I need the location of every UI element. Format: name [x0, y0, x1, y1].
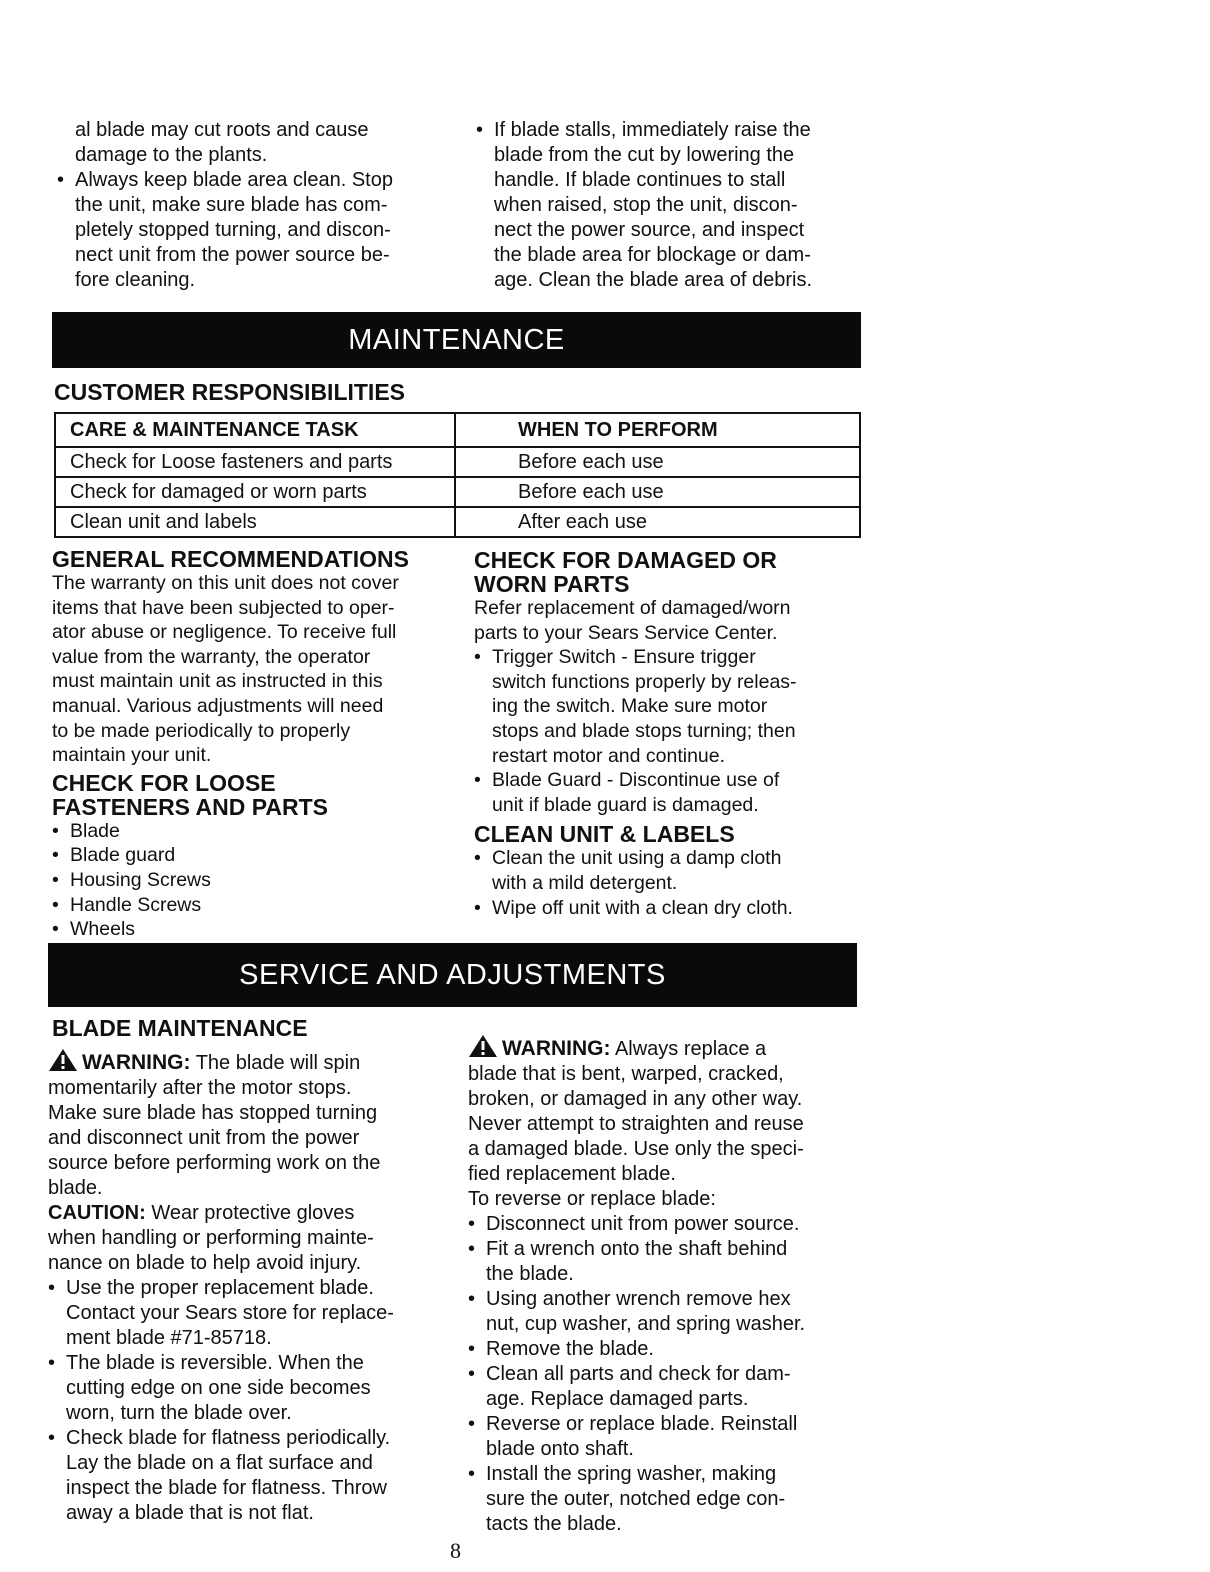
list-item: • Disconnect unit from power source.: [468, 1212, 878, 1237]
page-number: 8: [450, 1538, 461, 1563]
text-line: al blade may cut roots and cause: [75, 119, 369, 141]
maintenance-banner: MAINTENANCE: [52, 312, 861, 368]
warning-label: WARNING:: [502, 1037, 611, 1060]
table-cell: Before each use: [455, 447, 860, 477]
warning-text: The blade will spin: [195, 1052, 361, 1074]
list-item: • Check blade for flatness periodically. Lay the blade on a flat surface and inspect the blade for flatness. Throw away a blade that is not flat.: [48, 1426, 463, 1526]
damaged-parts-heading: WORN PARTS: [474, 571, 630, 597]
top-left-column: [75, 118, 455, 293]
list-item: • Trigger Switch - Ensure trigger switch functions properly by releas- ing the switch. Make sure motor stops and blade stops turning; then restart motor and continue.: [474, 645, 874, 768]
list-item: • Remove the blade.: [468, 1337, 878, 1362]
damaged-parts-text: Refer replacement of damaged/worn parts to your Sears Service Center. • Trigger Switch - Ensure trigger switch functions properly by releas- ing the switch. Make sure motor stops and blade stops turning; then restart motor and continue. • Blade Guard - Discontinue use of unit if blade guard is damaged.: [474, 596, 874, 817]
list-item: • Handle Screws: [52, 893, 462, 918]
table-cell: Check for Loose fasteners and parts: [55, 447, 455, 477]
list-item: • Use the proper replacement blade. Contact your Sears store for replace- ment blade #71-85718.: [48, 1276, 463, 1351]
list-item: • Fit a wrench onto the shaft behind the blade.: [468, 1237, 878, 1287]
list-item: • Always keep blade area clean. Stop the unit, make sure blade has com- pletely stopped turning, and discon- nect unit from the power source be- fore cleaning.: [57, 168, 455, 293]
warning-paragraph: WARNING: Always replace a: [468, 1034, 878, 1062]
warning-triangle-icon: [468, 1034, 498, 1058]
service-left-column: BLADE MAINTENANCE WARNING: The blade will spin momentarily after the motor stops. Make sure blade has stopped turning and disconnect unit from the power source before performing work on the blade. CAUTION: Wear protective gloves when handling or performing mainte- nance on blade to help avoid injury. • Use the proper replacement blade. Contact your Sears store for replace- ment blade #71-85718. • The blade is reversible. When the cutting edge on one side becomes worn, turn the blade over. • Check blade for flatness periodically. Lay the blade on a flat surface and inspect the blade for flatness. Throw away a blade that is not flat.: [48, 1016, 463, 1526]
clean-unit-heading: CLEAN UNIT & LABELS: [474, 821, 735, 848]
blade-maintenance-heading: BLADE MAINTENANCE: [52, 1015, 308, 1041]
list-item: • Install the spring washer, making sure the outer, notched edge con- tacts the blade.: [468, 1462, 878, 1537]
table-cell: Before each use: [455, 477, 860, 507]
caution-label: CAUTION:: [48, 1202, 146, 1224]
table-row: [55, 507, 860, 537]
list-item: • Blade: [52, 819, 462, 844]
loose-fasteners-heading: CHECK FOR LOOSE: [52, 769, 276, 796]
general-recommendations-text: The warranty on this unit does not cover items that have been subjected to oper- ator abuse or negligence. To receive full value from the warranty, the operator must maintain unit as instructed in this manual. Various adjustments will need to be made periodically to properly maintain your unit.: [52, 572, 399, 767]
damaged-parts-heading: CHECK FOR DAMAGED OR: [474, 547, 777, 573]
list-item: • Clean the unit using a damp cloth with a mild detergent.: [474, 846, 874, 895]
loose-fasteners-heading: FASTENERS AND PARTS: [52, 793, 329, 820]
table-cell: Check for damaged or worn parts: [55, 477, 455, 507]
maintenance-table: [54, 412, 861, 538]
column-header: CARE & MAINTENANCE TASK: [55, 413, 455, 447]
reverse-intro: To reverse or replace blade:: [468, 1188, 716, 1210]
warning-triangle-icon: [48, 1048, 78, 1072]
loose-fasteners-list: [52, 819, 462, 942]
warning-label: WARNING:: [82, 1051, 191, 1074]
column-header: WHEN TO PERFORM: [455, 413, 860, 447]
table-row: [55, 477, 860, 507]
text-line: damage to the plants.: [75, 144, 268, 166]
service-right-column: WARNING: Always replace a blade that is bent, warped, cracked, broken, or damaged in any other way. Never attempt to straighten and reuse a damaged blade. Use only the speci- fied replacement blade. To reverse or replace blade: • Disconnect unit from power source. • Fit a wrench onto the shaft behind the blade. • Using another wrench remove hex nut, cup washer, and spring washer. • Remove the blade. • Clean all parts and check for dam- age. Replace damaged parts. • Reverse or replace blade. Reinstall blade onto shaft. • Install the spring washer, making sure the outer, notched edge con- tacts the blade.: [468, 1034, 878, 1537]
service-banner: SERVICE AND ADJUSTMENTS: [48, 943, 857, 1007]
general-recommendations-heading: GENERAL RECOMMENDATIONS: [52, 546, 409, 572]
maintenance-right-column: [474, 548, 874, 920]
table-cell: Clean unit and labels: [55, 507, 455, 537]
list-item: • The blade is reversible. When the cutting edge on one side becomes worn, turn the blade over.: [48, 1351, 463, 1426]
table-cell: After each use: [455, 507, 860, 537]
list-item: • Wipe off unit with a clean dry cloth.: [474, 896, 874, 921]
customer-responsibilities-heading: CUSTOMER RESPONSIBILITIES: [54, 379, 406, 405]
list-item: • Using another wrench remove hex nut, cup washer, and spring washer.: [468, 1287, 878, 1337]
warning-paragraph: [48, 1048, 463, 1076]
list-item: • Clean all parts and check for dam- age. Replace damaged parts.: [468, 1362, 878, 1412]
table-row: [55, 447, 860, 477]
list-item: • If blade stalls, immediately raise the blade from the cut by lowering the handle. If blade continues to stall when raised, stop the unit, discon- nect the power source, and inspect the blade area for blockage or dam- age. Clean the blade area of debris.: [476, 118, 876, 293]
list-item: • Wheels: [52, 917, 462, 942]
maintenance-left-column: [52, 547, 462, 942]
list-item: • Housing Screws: [52, 868, 462, 893]
caution-paragraph: CAUTION: Wear protective gloves: [48, 1202, 355, 1224]
list-item: • Reverse or replace blade. Reinstall blade onto shaft.: [468, 1412, 878, 1462]
clean-unit-list: [474, 846, 874, 920]
top-right-column: [476, 118, 876, 293]
list-item: • Blade Guard - Discontinue use of unit if blade guard is damaged.: [474, 768, 874, 817]
table-header-row: [55, 413, 860, 447]
list-item: • Blade guard: [52, 843, 462, 868]
